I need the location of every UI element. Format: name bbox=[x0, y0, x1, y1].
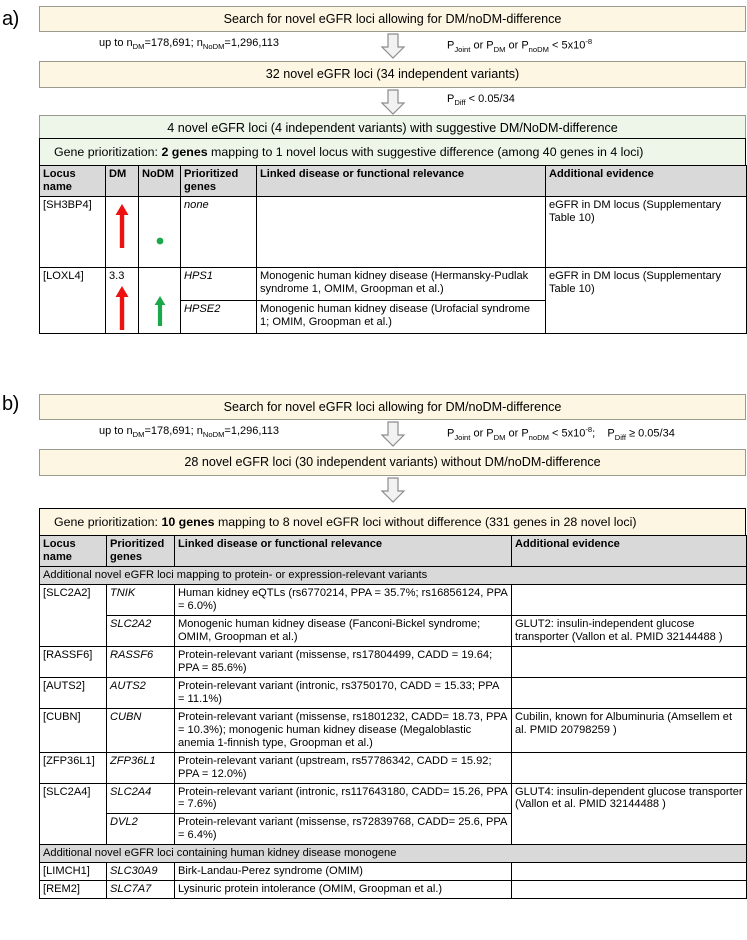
panel-a-sample-sizes: up to $n_{DM}=178,691$; $n_{NoDM}=1,296,113$ bbox=[99, 37, 279, 52]
prio-prefix: Gene prioritization: bbox=[54, 515, 162, 529]
cell-locus: [CUBN] bbox=[40, 708, 107, 752]
cell-evidence bbox=[512, 646, 747, 677]
cell-gene-name: DVL2 bbox=[107, 814, 175, 845]
cell-locus: [SH3BP4] bbox=[40, 196, 106, 267]
cell-dm bbox=[106, 196, 139, 267]
cell-gene-name: none bbox=[181, 196, 257, 267]
cell-relevance: Human kidney eQTLs (rs6770214, PPA = 35.7%; rs16856124, PPA = 6.0%) bbox=[175, 584, 512, 615]
table-row bbox=[40, 863, 747, 881]
table-row bbox=[40, 196, 747, 267]
section-label: Additional novel eGFR loci mapping to protein- or expression-relevant variants bbox=[40, 566, 747, 584]
cell-gene-name: HPSE2 bbox=[181, 300, 257, 333]
cell-relevance: Protein-relevant variant (missense, rs1801232, CADD= 18.73, PPA = 10.3%); monogenic human kidney disease (Megaloblastic anemia 1-finnish type, Groopman et al.) bbox=[175, 708, 512, 752]
red-up-arrow-icon bbox=[114, 285, 130, 331]
cell-evidence: GLUT2: insulin-independent glucose transporter (Vallon et al. PMID 32144488 ) bbox=[512, 615, 747, 646]
panel-a-table bbox=[39, 165, 747, 334]
table-row bbox=[40, 584, 747, 615]
panel-b-table-block bbox=[39, 508, 746, 899]
panel-a-table-block bbox=[39, 138, 746, 334]
panel-a-arrow-row-2 bbox=[39, 88, 746, 115]
col-prioritized-genes: Prioritized genes bbox=[107, 536, 175, 567]
col-locus-name: Locus name bbox=[40, 536, 107, 567]
cell-locus: [AUTS2] bbox=[40, 677, 107, 708]
panel-b-sample-sizes: up to $n_{DM}=178,691$; $n_{NoDM}=1,296,113$ bbox=[99, 425, 279, 440]
down-arrow-icon bbox=[380, 89, 406, 115]
cell-nodm bbox=[139, 267, 181, 333]
cell-relevance: Monogenic human kidney disease (Hermansky-Pudlak syndrome 1, OMIM, Groopman et al.) bbox=[257, 267, 546, 300]
prio-suffix: mapping to 8 novel eGFR loci without difference (331 genes in 28 novel loci) bbox=[214, 515, 637, 529]
table-section-row bbox=[40, 845, 747, 863]
panel-b-arrow-row-2 bbox=[39, 476, 746, 506]
cell-gene-name: HPS1 bbox=[181, 267, 257, 300]
green-dot-icon bbox=[153, 203, 167, 249]
cell-locus: [LOXL4] bbox=[40, 267, 106, 333]
cell-relevance: Protein-relevant variant (missense, rs72839768, CADD= 25.6, PPA = 6.4%) bbox=[175, 814, 512, 845]
col-additional-evidence: Additional evidence bbox=[512, 536, 747, 567]
cell-relevance: Lysinuric protein intolerance (OMIM, Groopman et al.) bbox=[175, 881, 512, 899]
panel-b-threshold-1: $P_{Joint}$ or $P_{DM}$ or $P_{noDM} < 5x10^{-8}$; $P_{Diff} \ge 0.05/34$ bbox=[447, 425, 675, 443]
table-header-row bbox=[40, 166, 747, 197]
prio-prefix: Gene prioritization: bbox=[54, 145, 162, 159]
cell-dm-value: 3.3 bbox=[109, 269, 125, 282]
cell-gene-name: AUTS2 bbox=[107, 677, 175, 708]
prio-count: 10 genes bbox=[161, 515, 215, 529]
panel-b-box-28-loci: 28 novel eGFR loci (30 independent variants) without DM/noDM-difference bbox=[39, 449, 746, 475]
panel-a-threshold-1: $P_{Joint}$ or $P_{DM}$ or $P_{noDM} < 5x10^{-8}$ bbox=[447, 37, 593, 55]
green-up-arrow-icon bbox=[153, 284, 167, 328]
cell-evidence: eGFR in DM locus (Supplementary Table 10) bbox=[546, 267, 747, 333]
section-label: Additional novel eGFR loci containing human kidney disease monogene bbox=[40, 845, 747, 863]
col-linked-disease: Linked disease or functional relevance bbox=[257, 166, 546, 197]
table-row bbox=[40, 267, 747, 300]
col-nodm: NoDM bbox=[139, 166, 181, 197]
panel-b-label: b) bbox=[2, 393, 19, 415]
down-arrow-icon bbox=[380, 33, 406, 59]
cell-relevance: Protein-relevant variant (upstream, rs57786342, CADD = 15.92; PPA = 12.0%) bbox=[175, 752, 512, 783]
table-row bbox=[40, 615, 747, 646]
cell-gene-name: SLC7A7 bbox=[107, 881, 175, 899]
panel-a-label: a) bbox=[2, 8, 19, 30]
cell-relevance: Protein-relevant variant (missense, rs17804499, CADD = 19.64; PPA = 85.6%) bbox=[175, 646, 512, 677]
panel-b-table bbox=[39, 535, 747, 899]
table-row bbox=[40, 752, 747, 783]
col-dm: DM bbox=[106, 166, 139, 197]
panel-a-box-4-loci: 4 novel eGFR loci (4 independent variants) with suggestive DM/NoDM-difference bbox=[39, 115, 746, 141]
cell-relevance: Monogenic human kidney disease (Fanconi-Bickel syndrome; OMIM, Groopman et al.) bbox=[175, 615, 512, 646]
panel-b-prioritization-header bbox=[39, 508, 746, 535]
panel-a-prioritization-header bbox=[39, 138, 746, 165]
cell-evidence bbox=[512, 584, 747, 615]
prio-count: 2 genes bbox=[161, 145, 208, 159]
cell-locus: [LIMCH1] bbox=[40, 863, 107, 881]
cell-locus: [RASSF6] bbox=[40, 646, 107, 677]
cell-evidence bbox=[512, 881, 747, 899]
col-linked-disease: Linked disease or functional relevance bbox=[175, 536, 512, 567]
cell-gene-name: ZFP36L1 bbox=[107, 752, 175, 783]
table-row bbox=[40, 646, 747, 677]
table-row bbox=[40, 677, 747, 708]
cell-locus: [REM2] bbox=[40, 881, 107, 899]
cell-evidence bbox=[512, 752, 747, 783]
cell-gene-name: RASSF6 bbox=[107, 646, 175, 677]
cell-evidence: Cubilin, known for Albuminuria (Amsellem et al. PMID 20798259 ) bbox=[512, 708, 747, 752]
prio-suffix: mapping to 1 novel locus with suggestive difference (among 40 genes in 4 loci) bbox=[207, 145, 644, 159]
cell-evidence: GLUT4: insulin-dependent glucose transporter (Vallon et al. PMID 32144488 ) bbox=[512, 783, 747, 845]
cell-relevance: Monogenic human kidney disease (Urofacial syndrome 1; OMIM, Groopman et al.) bbox=[257, 300, 546, 333]
cell-nodm bbox=[139, 196, 181, 267]
down-arrow-icon bbox=[380, 421, 406, 447]
panel-b-flowchart bbox=[39, 394, 746, 506]
cell-gene-name: SLC2A2 bbox=[107, 615, 175, 646]
cell-relevance: Birk-Landau-Perez syndrome (OMIM) bbox=[175, 863, 512, 881]
cell-evidence bbox=[512, 677, 747, 708]
red-up-arrow-icon bbox=[114, 203, 130, 249]
cell-gene-name: SLC30A9 bbox=[107, 863, 175, 881]
cell-gene-name: TNIK bbox=[107, 584, 175, 615]
panel-b-box-search: Search for novel eGFR loci allowing for DM/noDM-difference bbox=[39, 394, 746, 420]
col-locus-name: Locus name bbox=[40, 166, 106, 197]
panel-a-arrow-row-1 bbox=[39, 32, 746, 61]
down-arrow-icon bbox=[380, 477, 406, 503]
cell-gene-name: CUBN bbox=[107, 708, 175, 752]
cell-locus: [ZFP36L1] bbox=[40, 752, 107, 783]
cell-relevance: Protein-relevant variant (intronic, rs3750170, CADD = 15.33; PPA = 11.1%) bbox=[175, 677, 512, 708]
col-prioritized-genes: Prioritized genes bbox=[181, 166, 257, 197]
cell-relevance: Protein-relevant variant (intronic, rs117643180, CADD= 15.26, PPA = 7.6%) bbox=[175, 783, 512, 814]
cell-locus: [SLC2A2] bbox=[40, 584, 107, 646]
table-row bbox=[40, 708, 747, 752]
table-row bbox=[40, 783, 747, 814]
table-row bbox=[40, 881, 747, 899]
cell-locus: [SLC2A4] bbox=[40, 783, 107, 845]
panel-a-box-32-loci: 32 novel eGFR loci (34 independent variants) bbox=[39, 61, 746, 87]
panel-a-threshold-2: $P_{Diff} < 0.05/34$ bbox=[447, 92, 515, 108]
cell-gene-name: SLC2A4 bbox=[107, 783, 175, 814]
panel-a-box-search: Search for novel eGFR loci allowing for DM/noDM-difference bbox=[39, 6, 746, 32]
cell-evidence bbox=[512, 863, 747, 881]
cell-evidence: eGFR in DM locus (Supplementary Table 10) bbox=[546, 196, 747, 267]
cell-relevance bbox=[257, 196, 546, 267]
cell-dm bbox=[106, 267, 139, 333]
table-section-row bbox=[40, 566, 747, 584]
col-additional-evidence: Additional evidence bbox=[546, 166, 747, 197]
table-header-row bbox=[40, 536, 747, 567]
panel-b-arrow-row-1 bbox=[39, 420, 746, 449]
